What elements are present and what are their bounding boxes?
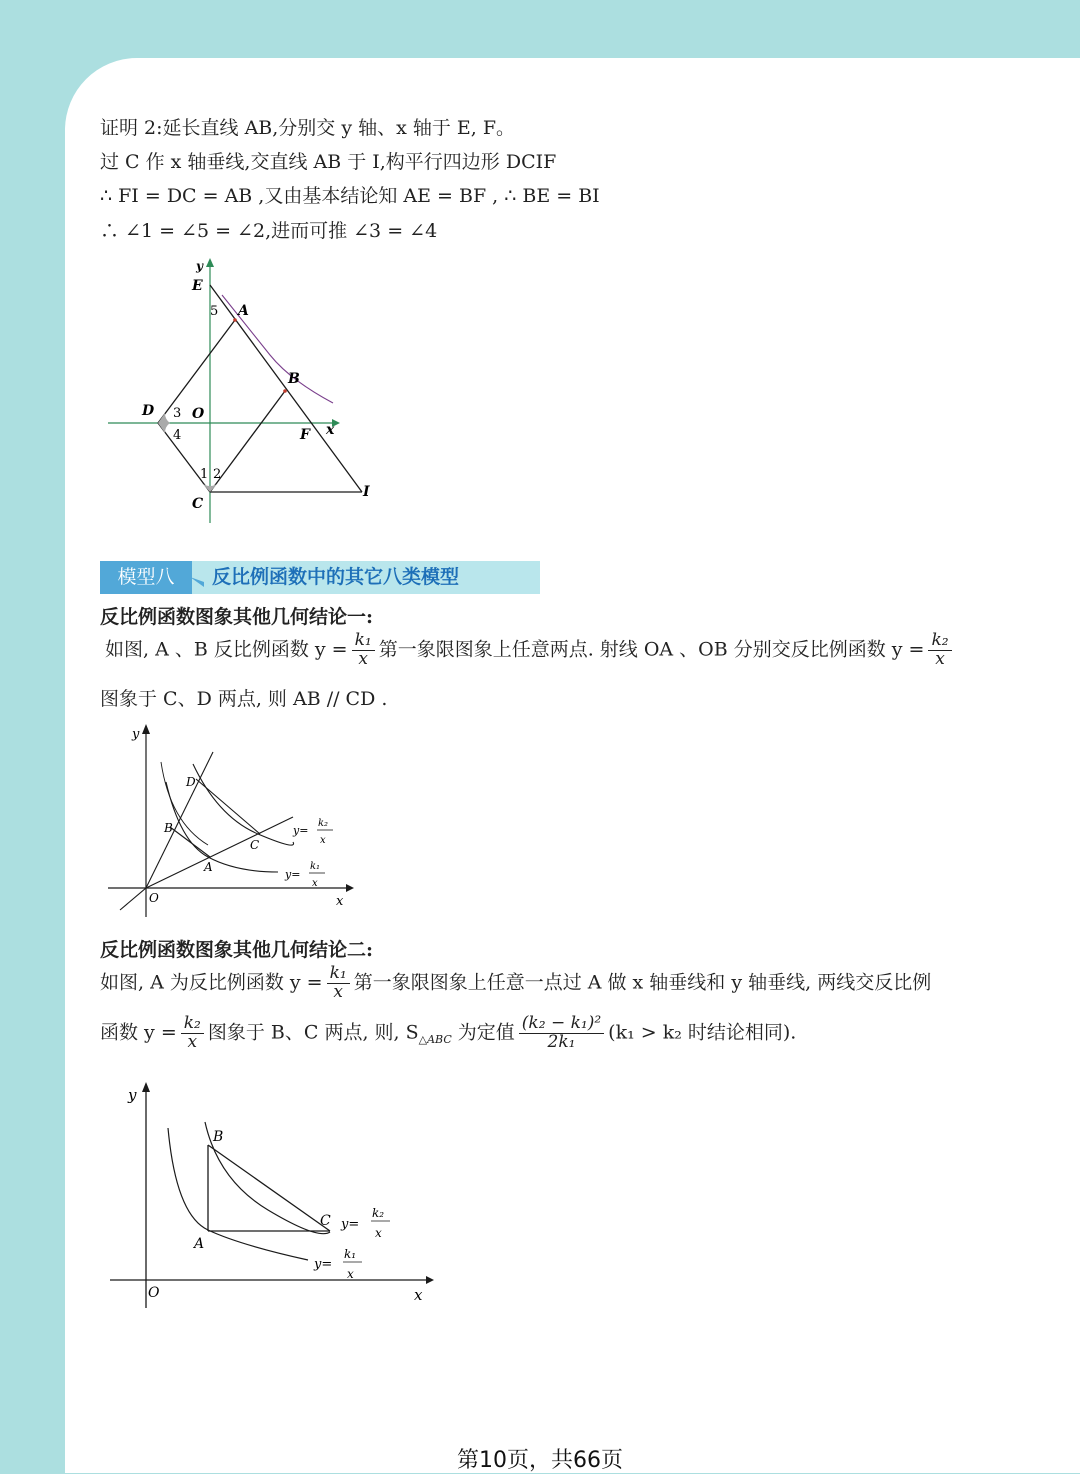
proof-line-3: ∴ FI = DC = AB ,又由基本结论知 AE = BF , ∴ BE = BI bbox=[100, 185, 600, 207]
y-axis-arrow bbox=[142, 724, 150, 734]
label-O: O bbox=[149, 891, 159, 905]
label-D: D bbox=[142, 403, 155, 419]
label-C: C bbox=[320, 1213, 331, 1229]
c2-text-d: 图象于 B、C 两点, 则, S bbox=[207, 1021, 419, 1044]
label-den2: x bbox=[375, 1226, 382, 1240]
frac-den: x bbox=[935, 648, 945, 669]
label-C: C bbox=[250, 838, 260, 852]
fraction-area-value bbox=[519, 1015, 604, 1052]
label-B: B bbox=[164, 821, 173, 835]
c2-text-f: (k₁ > k₂ 时结论相同). bbox=[608, 1021, 797, 1044]
conclusion1-para2: 图象于 C、D 两点, 则 AB // CD . bbox=[100, 688, 388, 710]
y-axis-arrow bbox=[206, 258, 214, 267]
frac-den: x bbox=[187, 1031, 198, 1052]
conclusion2-para1 bbox=[100, 965, 931, 1002]
section-title: 反比例函数中的其它八类模型 bbox=[212, 566, 460, 588]
figure-conclusion1 bbox=[108, 722, 358, 922]
label-den1: x bbox=[312, 878, 318, 889]
page-footer: 第10页，共66页 bbox=[457, 1448, 623, 1473]
ray-OB bbox=[146, 752, 213, 888]
ray-extension bbox=[120, 888, 146, 910]
angle-4-mark bbox=[158, 423, 170, 433]
point-B bbox=[283, 389, 287, 393]
curve-k1 bbox=[168, 1128, 308, 1260]
label-y: y bbox=[128, 1086, 137, 1104]
conclusion2-heading: 反比例函数图象其他几何结论二: bbox=[100, 939, 374, 961]
c2-text-a: 如图, A 为反比例函数 y = bbox=[100, 971, 323, 994]
segment-CD bbox=[196, 779, 260, 834]
point-A bbox=[233, 318, 237, 322]
label-1: 1 bbox=[200, 467, 209, 482]
area-subscript: △ABC bbox=[418, 1033, 452, 1047]
x-axis-arrow bbox=[346, 884, 354, 892]
curve-k2 bbox=[205, 1122, 330, 1234]
c1-text-b: 第一象限图象上任意两点. 射线 OA 、OB 分别交反比例函数 y = bbox=[378, 638, 925, 661]
label-x: x bbox=[336, 894, 344, 909]
frac-num: k₁ bbox=[327, 965, 350, 984]
label-eq2: y= bbox=[293, 824, 309, 837]
label-y: y bbox=[196, 259, 203, 273]
label-O: O bbox=[192, 406, 205, 422]
label-4: 4 bbox=[173, 428, 182, 443]
label-F: F bbox=[300, 427, 310, 443]
label-k2: k₂ bbox=[318, 818, 329, 829]
banner-divider-icon bbox=[190, 569, 204, 587]
figure-conclusion2 bbox=[108, 1080, 438, 1310]
proof-line-1: 证明 2:延长直线 AB,分别交 y 轴、x 轴于 E, F。 bbox=[100, 117, 516, 139]
label-A: A bbox=[194, 1236, 205, 1252]
label-C: C bbox=[192, 496, 204, 512]
label-x: x bbox=[414, 1286, 423, 1304]
frac-num: k₂ bbox=[181, 1015, 204, 1034]
section-banner bbox=[100, 561, 540, 594]
c2-text-b: 第一象限图象上任意一点过 A 做 x 轴垂线和 y 轴垂线, 两线交反比例 bbox=[353, 971, 932, 994]
label-eq1: y= bbox=[314, 1257, 333, 1272]
c1-text-a: 如图, A 、B 反比例函数 y = bbox=[105, 638, 348, 661]
label-eq1: y= bbox=[285, 868, 301, 881]
c2-text-e: 为定值 bbox=[457, 1021, 515, 1044]
label-y: y bbox=[132, 727, 140, 742]
fraction-k2-over-x bbox=[928, 632, 951, 669]
figure-proof-diagram bbox=[100, 255, 390, 530]
conclusion1-para1 bbox=[105, 632, 956, 669]
label-B: B bbox=[288, 371, 300, 387]
segment-BC bbox=[208, 1145, 330, 1231]
y-axis-arrow bbox=[142, 1082, 150, 1092]
label-x: x bbox=[326, 422, 335, 438]
c2-text-c: 函数 y = bbox=[100, 1021, 177, 1044]
label-3: 3 bbox=[173, 406, 182, 421]
frac-num: k₂ bbox=[928, 632, 951, 651]
label-den1: x bbox=[347, 1267, 354, 1281]
label-A: A bbox=[238, 303, 249, 319]
label-k1: k₁ bbox=[344, 1247, 357, 1261]
label-k2: k₂ bbox=[372, 1206, 385, 1220]
label-I: I bbox=[363, 484, 370, 500]
label-eq2: y= bbox=[341, 1217, 360, 1232]
label-k1: k₁ bbox=[310, 861, 321, 872]
x-axis-arrow bbox=[426, 1276, 434, 1284]
frac-den: 2k₁ bbox=[547, 1031, 576, 1052]
fraction-k1-over-x bbox=[327, 965, 350, 1002]
fraction-k2-over-x bbox=[181, 1015, 204, 1052]
proof-line-2: 过 C 作 x 轴垂线,交直线 AB 于 I,构平行四边形 DCIF bbox=[100, 151, 557, 173]
label-A: A bbox=[204, 860, 213, 874]
frac-den: x bbox=[333, 981, 343, 1002]
label-E: E bbox=[192, 278, 203, 294]
conclusion1-heading: 反比例函数图象其他几何结论一: bbox=[100, 606, 374, 628]
label-O: O bbox=[148, 1285, 160, 1301]
frac-num: k₁ bbox=[352, 632, 375, 651]
curve-k2 bbox=[193, 764, 294, 845]
label-den2: x bbox=[320, 835, 326, 846]
section-tag: 模型八 bbox=[100, 561, 192, 594]
fraction-k1-over-x bbox=[352, 632, 375, 669]
label-B: B bbox=[213, 1129, 224, 1145]
label-5: 5 bbox=[210, 304, 219, 319]
conclusion2-para2 bbox=[100, 1015, 796, 1052]
curve-k1 bbox=[166, 782, 278, 872]
label-D: D bbox=[186, 775, 196, 789]
angle-3-mark bbox=[158, 413, 170, 423]
frac-den: x bbox=[358, 648, 368, 669]
proof-line-4: ∴ ∠1 = ∠5 = ∠2,进而可推 ∠3 = ∠4 bbox=[100, 220, 438, 242]
label-2: 2 bbox=[213, 467, 222, 482]
frac-num: (k₂ − k₁)² bbox=[519, 1015, 604, 1034]
